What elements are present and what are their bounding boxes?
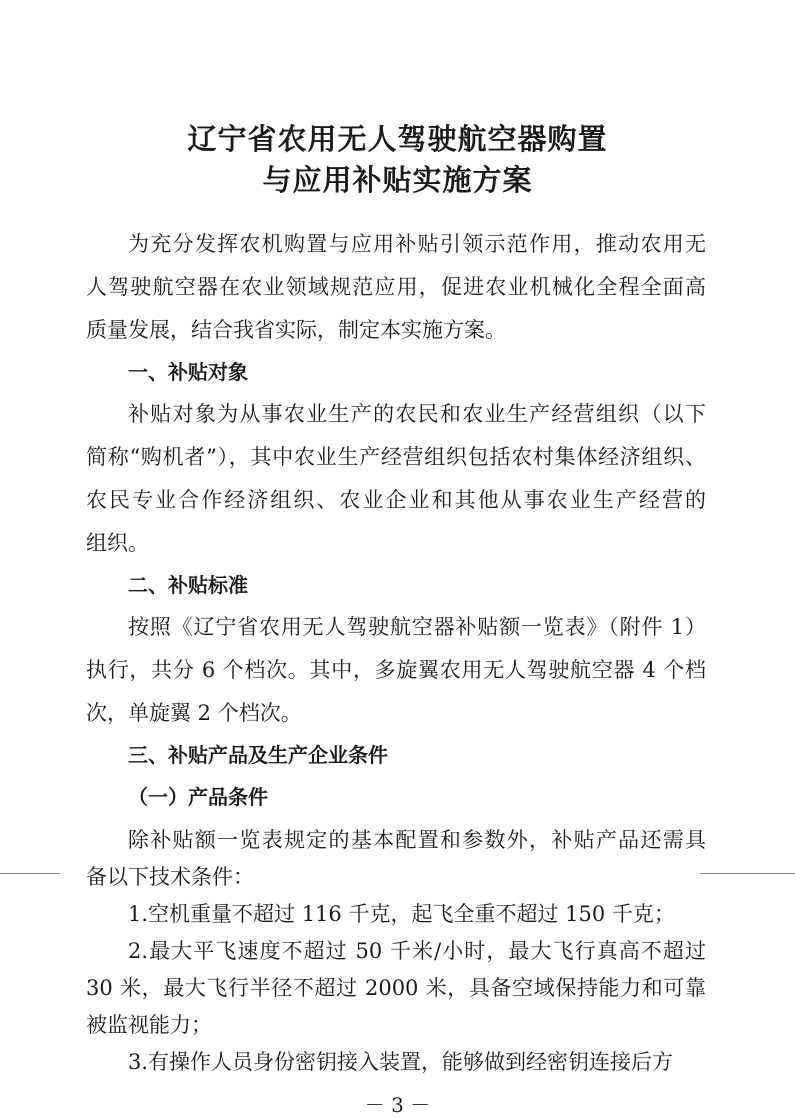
section-3-line-1: 除补贴额一览表规定的基本配置和参数外，补贴产品还需具	[128, 828, 706, 852]
section-3-line-3: 1.空机重量不超过 116 千克，起飞全重不超过 150 千克；	[128, 902, 675, 926]
section-1-heading: 一、补贴对象	[128, 360, 248, 384]
section-3-line-5: 30 米，最大飞行半径不超过 2000 米，具备空域保持能力和可靠	[86, 976, 706, 1000]
section-1-line-2: 简称“购机者”），其中农业生产经营组织包括农村集体经济组织、	[86, 445, 706, 469]
section-1-line-1: 补贴对象为从事农业生产的农民和农业生产经营组织（以下	[128, 402, 706, 426]
section-2-line-1: 按照《辽宁省农用无人驾驶航空器补贴额一览表》（附件 1）	[128, 615, 706, 639]
section-3-line-6: 被监视能力；	[86, 1013, 212, 1037]
section-3-line-2: 备以下技术条件：	[86, 865, 254, 889]
document-title-line-1: 辽宁省农用无人驾驶航空器购置	[187, 122, 608, 156]
section-3-line-7: 3.有操作人员身份密钥接入装置，能够做到经密钥连接后方	[128, 1050, 674, 1074]
section-2-heading: 二、补贴标准	[128, 573, 248, 597]
section-3-line-4: 2.最大平飞速度不超过 50 千米/小时，最大飞行真高不超过	[128, 939, 706, 963]
document-title-line-2: 与应用补贴实施方案	[262, 163, 533, 197]
section-1-line-4: 组织。	[86, 531, 149, 555]
intro-line-3: 质量发展，结合我省实际，制定本实施方案。	[86, 318, 506, 342]
section-2-line-2: 执行，共分 6 个档次。其中，多旋翼农用无人驾驶航空器 4 个档	[86, 658, 706, 682]
section-2-line-3: 次，单旋翼 2 个档次。	[86, 701, 302, 725]
intro-line-1: 为充分发挥农机购置与应用补贴引领示范作用，推动农用无	[128, 232, 706, 256]
section-3-sub-heading: （一）产品条件	[128, 785, 268, 809]
scan-artifact-left	[0, 873, 60, 874]
scan-artifact-right	[700, 873, 795, 874]
section-1-line-3: 农民专业合作经济组织、农业企业和其他从事农业生产经营的	[86, 488, 706, 512]
section-3-heading: 三、补贴产品及生产企业条件	[128, 743, 388, 767]
intro-line-2: 人驾驶航空器在农业领域规范应用，促进农业机械化全程全面高	[86, 275, 706, 299]
page-number: － 3 －	[364, 1093, 431, 1117]
